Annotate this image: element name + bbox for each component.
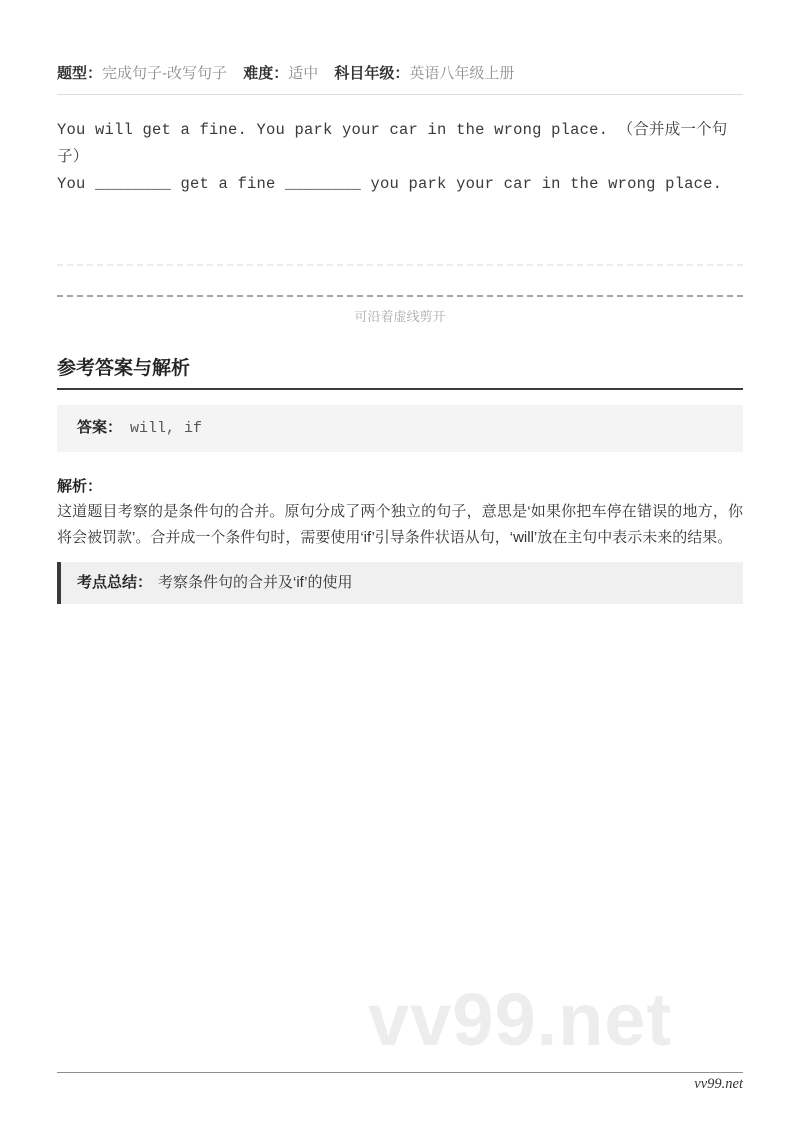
answer-section-divider [57,388,743,390]
analysis-text: 这道题目考察的是条件句的合并。原句分成了两个独立的句子，意思是‘如果你把车停在错误的地方，你将会被罚款’。合并成一个条件句时，需要使用‘if’引导条件状语从句，‘will’放在主句中表示未来的结果。 [57,503,743,546]
page-footer [57,1072,743,1093]
answer-label: 答案： [77,419,123,436]
question-blank-sentence: You ________ get a fine ________ you park your car in the wrong place. [57,175,723,193]
cut-line-faint [57,264,743,266]
cut-line-dashed [57,295,743,297]
meta-value-difficulty: 适中 [288,65,319,82]
question-block [57,117,743,198]
meta-value-subject-grade: 英语八年级上册 [409,65,515,82]
meta-difficulty [243,65,318,82]
answer-value: will, if [130,420,203,437]
key-point-summary-box [57,562,743,604]
watermark: vv99.net [368,978,673,1061]
meta-subject-grade [334,65,514,82]
meta-label-type: 题型： [57,65,103,82]
meta-label-difficulty: 难度： [243,65,289,82]
footer-site-name: vv99.net [694,1076,743,1092]
answer-box [57,405,743,452]
question-meta-row [57,0,743,84]
question-sentence: You will get a fine. You park your car in the wrong place. （合并成一个句子） [57,121,728,166]
meta-question-type [57,65,227,82]
header-divider [57,94,743,95]
summary-text: 考察条件句的合并及‘if’的使用 [158,574,353,591]
meta-label-subject-grade: 科目年级： [334,65,410,82]
answer-section-title: 参考答案与解析 [57,358,191,379]
summary-label: 考点总结： [77,574,153,591]
analysis-label: 解析： [57,478,103,495]
cut-hint-text: 可沿着虚线剪开 [354,309,446,324]
meta-value-type: 完成句子-改写句子 [102,65,228,82]
